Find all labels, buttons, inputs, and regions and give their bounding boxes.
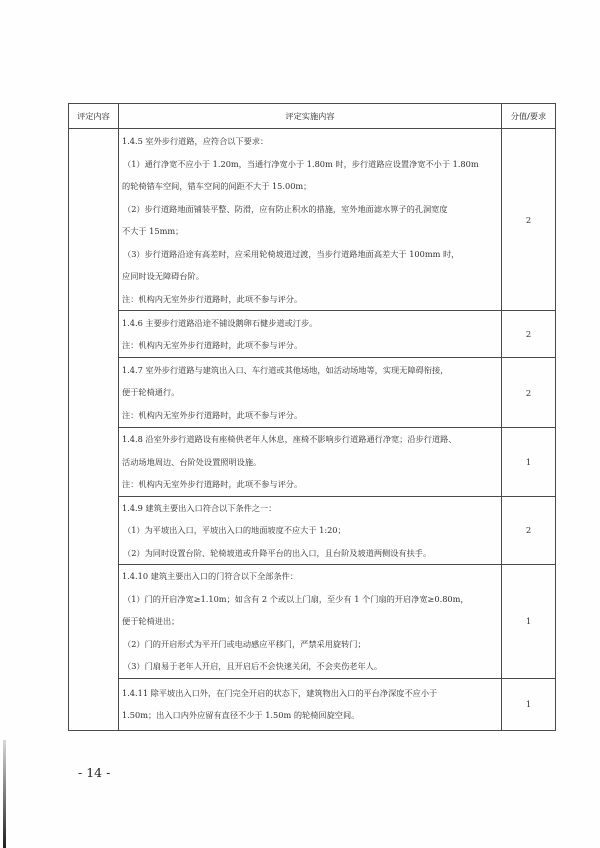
table-header-row xyxy=(69,104,556,129)
criterion-content xyxy=(119,496,502,565)
criterion-line: 便于轮椅进出； xyxy=(122,616,180,626)
criterion-line: 的轮椅错车空间，错车空间的间距不大于 15.00m； xyxy=(122,181,312,191)
criterion-line: 不大于 15mm； xyxy=(122,226,184,236)
criterion-line: （1）门的开启净宽≥1.10m；如含有 2 个或以上门扇，至少有 1 个门扇的开启净宽≥0.80m， xyxy=(123,593,469,604)
score-cell: 2 xyxy=(502,129,556,311)
criterion-note: 注：机构内无室外步行道路时，此项不参与评分。 xyxy=(122,479,303,489)
criterion-content xyxy=(119,129,502,311)
header-score: 分值/要求 xyxy=(502,104,556,129)
criterion-content xyxy=(119,358,502,428)
criterion-title: 1.4.7 室外步行道路与建筑出入口、车行道或其他场地，如活动场地等，实现无障碍衔接， xyxy=(122,364,449,375)
criterion-title: 1.4.5 室外步行道路，应符合以下要求： xyxy=(122,136,269,146)
score-cell: 1 xyxy=(502,565,556,679)
criterion-note: 注：机构内无室外步行道路时，此项不参与评分。 xyxy=(122,340,303,350)
score-cell: 2 xyxy=(502,496,556,565)
category-cell xyxy=(69,129,119,731)
score-cell: 1 xyxy=(502,678,556,730)
page-number: - 14 - xyxy=(78,765,111,780)
score-cell: 1 xyxy=(502,428,556,497)
criterion-title: 1.4.9 建筑主要出入口符合以下条件之一： xyxy=(122,502,277,513)
criterion-line: （1）为平坡出入口，平坡出入口的地面坡度不应大于 1:20； xyxy=(123,525,346,535)
criterion-line: （2）门的开启形式为平开门或电动感应平移门，严禁采用旋转门； xyxy=(123,638,366,649)
criterion-title: 1.4.6 主要步行道路沿途不铺设鹅卵石健步道或汀步。 xyxy=(122,317,318,328)
evaluation-table xyxy=(68,103,556,731)
criterion-line: （3）步行道路沿途有高差时，应采用轮椅坡道过渡，当步行道路地面高差大于 100mm 时， xyxy=(123,248,460,259)
table-row xyxy=(69,129,556,311)
score-cell: 2 xyxy=(502,311,556,358)
criterion-line: 便于轮椅通行。 xyxy=(122,387,180,398)
criterion-line: 活动场地周边、台阶处设置照明设施。 xyxy=(122,456,262,467)
criterion-note: 注：机构内无室外步行道路时，此项不参与评分。 xyxy=(122,293,303,304)
table-row xyxy=(69,496,556,565)
criterion-content xyxy=(119,311,502,358)
header-category: 评定内容 xyxy=(69,104,119,129)
criterion-note: 注：机构内无室外步行道路时，此项不参与评分。 xyxy=(122,409,303,420)
table-row xyxy=(69,678,556,730)
score-cell: 2 xyxy=(502,358,556,428)
table-row xyxy=(69,428,556,497)
criterion-content xyxy=(119,565,502,679)
criterion-content xyxy=(119,678,502,730)
criterion-title: 1.4.10 建筑主要出入口的门符合以下全部条件： xyxy=(122,571,299,581)
criterion-title: 1.4.8 沿室外步行道路设有座椅供老年人休息，座椅不影响步行道路通行净宽；沿步行道路、 xyxy=(122,434,457,444)
criterion-line: 应同时设无障碍台阶。 xyxy=(122,271,204,281)
criterion-title: 1.4.11 除平坡出入口外，在门完全开启的状态下，建筑物出入口的平台净深度不应小于 xyxy=(122,687,438,698)
header-content: 评定实施内容 xyxy=(119,104,502,129)
criterion-line: （1）通行净宽不应小于 1.20m，当通行净宽小于 1.80m 时，步行道路应设置净宽不小于 1.80m xyxy=(123,158,479,169)
criterion-line: （3）门扇易于老年人开启，且开启后不会快速关闭，不会夹伤老年人。 xyxy=(123,661,383,671)
table-row xyxy=(69,358,556,428)
criterion-content xyxy=(119,428,502,497)
criterion-line: 1.50m；出入口内外应留有直径不少于 1.50m 的轮椅回旋空间。 xyxy=(122,710,360,720)
table-row xyxy=(69,565,556,679)
criterion-line: （2）为同时设置台阶、轮椅坡道或升降平台的出入口，且台阶及坡道两侧设有扶手。 xyxy=(123,547,432,558)
scan-edge-shadow xyxy=(3,740,6,848)
table-row xyxy=(69,311,556,358)
criterion-line: （2）步行道路地面铺装平整、防滑，应有防止积水的措施，室外地面滤水箅子的孔洞宽度 xyxy=(123,203,448,214)
